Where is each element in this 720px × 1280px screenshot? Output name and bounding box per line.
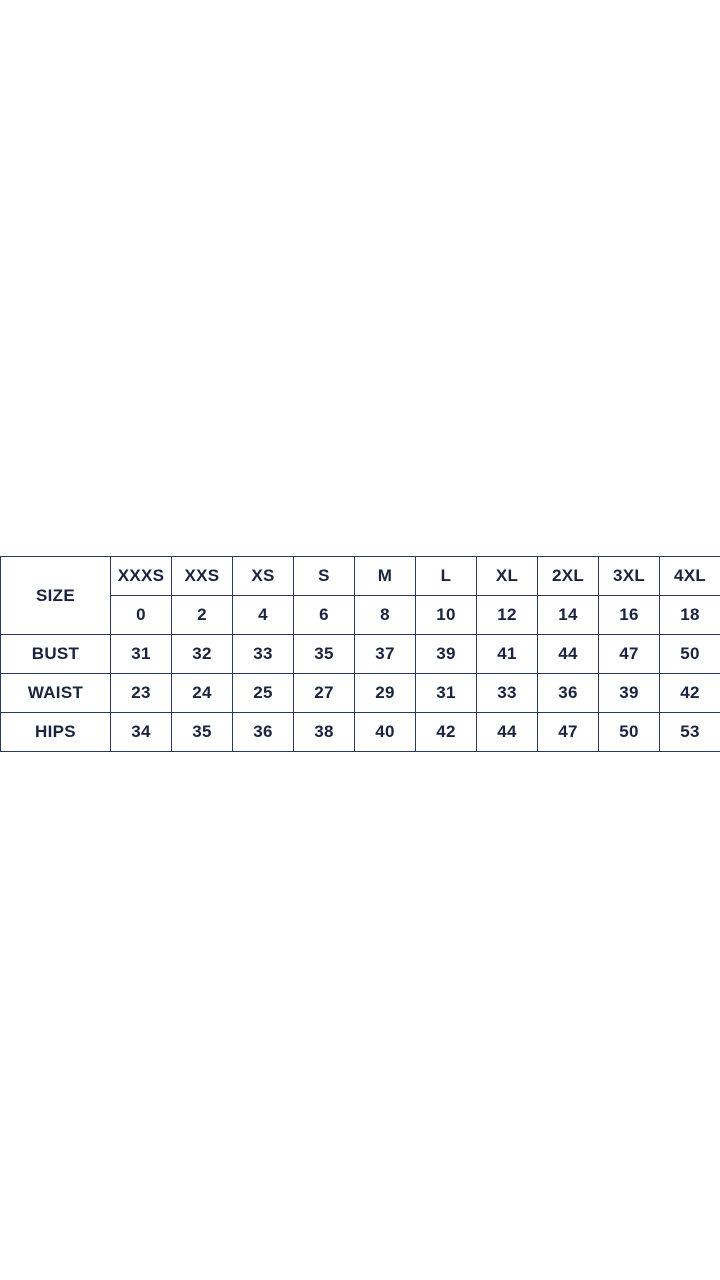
table-cell: 31 (416, 674, 477, 713)
table-cell: 53 (660, 713, 720, 752)
row-label-hips: HIPS (1, 713, 111, 752)
table-cell: 33 (233, 635, 294, 674)
table-cell: 35 (172, 713, 233, 752)
column-header-numeric: 8 (355, 596, 416, 635)
column-header-alpha: XXS (172, 557, 233, 596)
column-header-numeric: 14 (538, 596, 599, 635)
column-header-numeric: 0 (111, 596, 172, 635)
table-cell: 23 (111, 674, 172, 713)
table-row (1, 635, 720, 674)
column-header-numeric: 6 (294, 596, 355, 635)
table-cell: 35 (294, 635, 355, 674)
table-cell: 38 (294, 713, 355, 752)
table-cell: 24 (172, 674, 233, 713)
column-header-numeric: 4 (233, 596, 294, 635)
table-cell: 27 (294, 674, 355, 713)
table-cell: 32 (172, 635, 233, 674)
column-header-alpha: XS (233, 557, 294, 596)
table-cell: 36 (233, 713, 294, 752)
table-row (1, 674, 720, 713)
table-cell: 39 (416, 635, 477, 674)
size-chart-table (0, 556, 720, 752)
column-header-numeric: 2 (172, 596, 233, 635)
table-cell: 47 (599, 635, 660, 674)
table-cell: 33 (477, 674, 538, 713)
table-cell: 25 (233, 674, 294, 713)
table-cell: 37 (355, 635, 416, 674)
table-cell: 44 (477, 713, 538, 752)
column-header-alpha: 3XL (599, 557, 660, 596)
column-header-alpha: 2XL (538, 557, 599, 596)
column-header-alpha: L (416, 557, 477, 596)
column-header-alpha: XXXS (111, 557, 172, 596)
table-cell: 44 (538, 635, 599, 674)
table-cell: 50 (660, 635, 720, 674)
table-cell: 34 (111, 713, 172, 752)
size-chart-container (0, 556, 720, 752)
table-cell: 29 (355, 674, 416, 713)
table-cell: 47 (538, 713, 599, 752)
table-row (1, 713, 720, 752)
table-cell: 40 (355, 713, 416, 752)
table-cell: 42 (416, 713, 477, 752)
column-header-alpha: 4XL (660, 557, 720, 596)
table-cell: 41 (477, 635, 538, 674)
table-cell: 31 (111, 635, 172, 674)
column-header-numeric: 12 (477, 596, 538, 635)
size-label-header: SIZE (1, 557, 111, 635)
table-cell: 50 (599, 713, 660, 752)
column-header-numeric: 16 (599, 596, 660, 635)
column-header-numeric: 18 (660, 596, 720, 635)
column-header-numeric: 10 (416, 596, 477, 635)
row-label-bust: BUST (1, 635, 111, 674)
column-header-alpha: S (294, 557, 355, 596)
column-header-alpha: M (355, 557, 416, 596)
column-header-alpha: XL (477, 557, 538, 596)
table-row-size-alpha (1, 557, 720, 596)
table-cell: 36 (538, 674, 599, 713)
table-cell: 39 (599, 674, 660, 713)
table-cell: 42 (660, 674, 720, 713)
row-label-waist: WAIST (1, 674, 111, 713)
